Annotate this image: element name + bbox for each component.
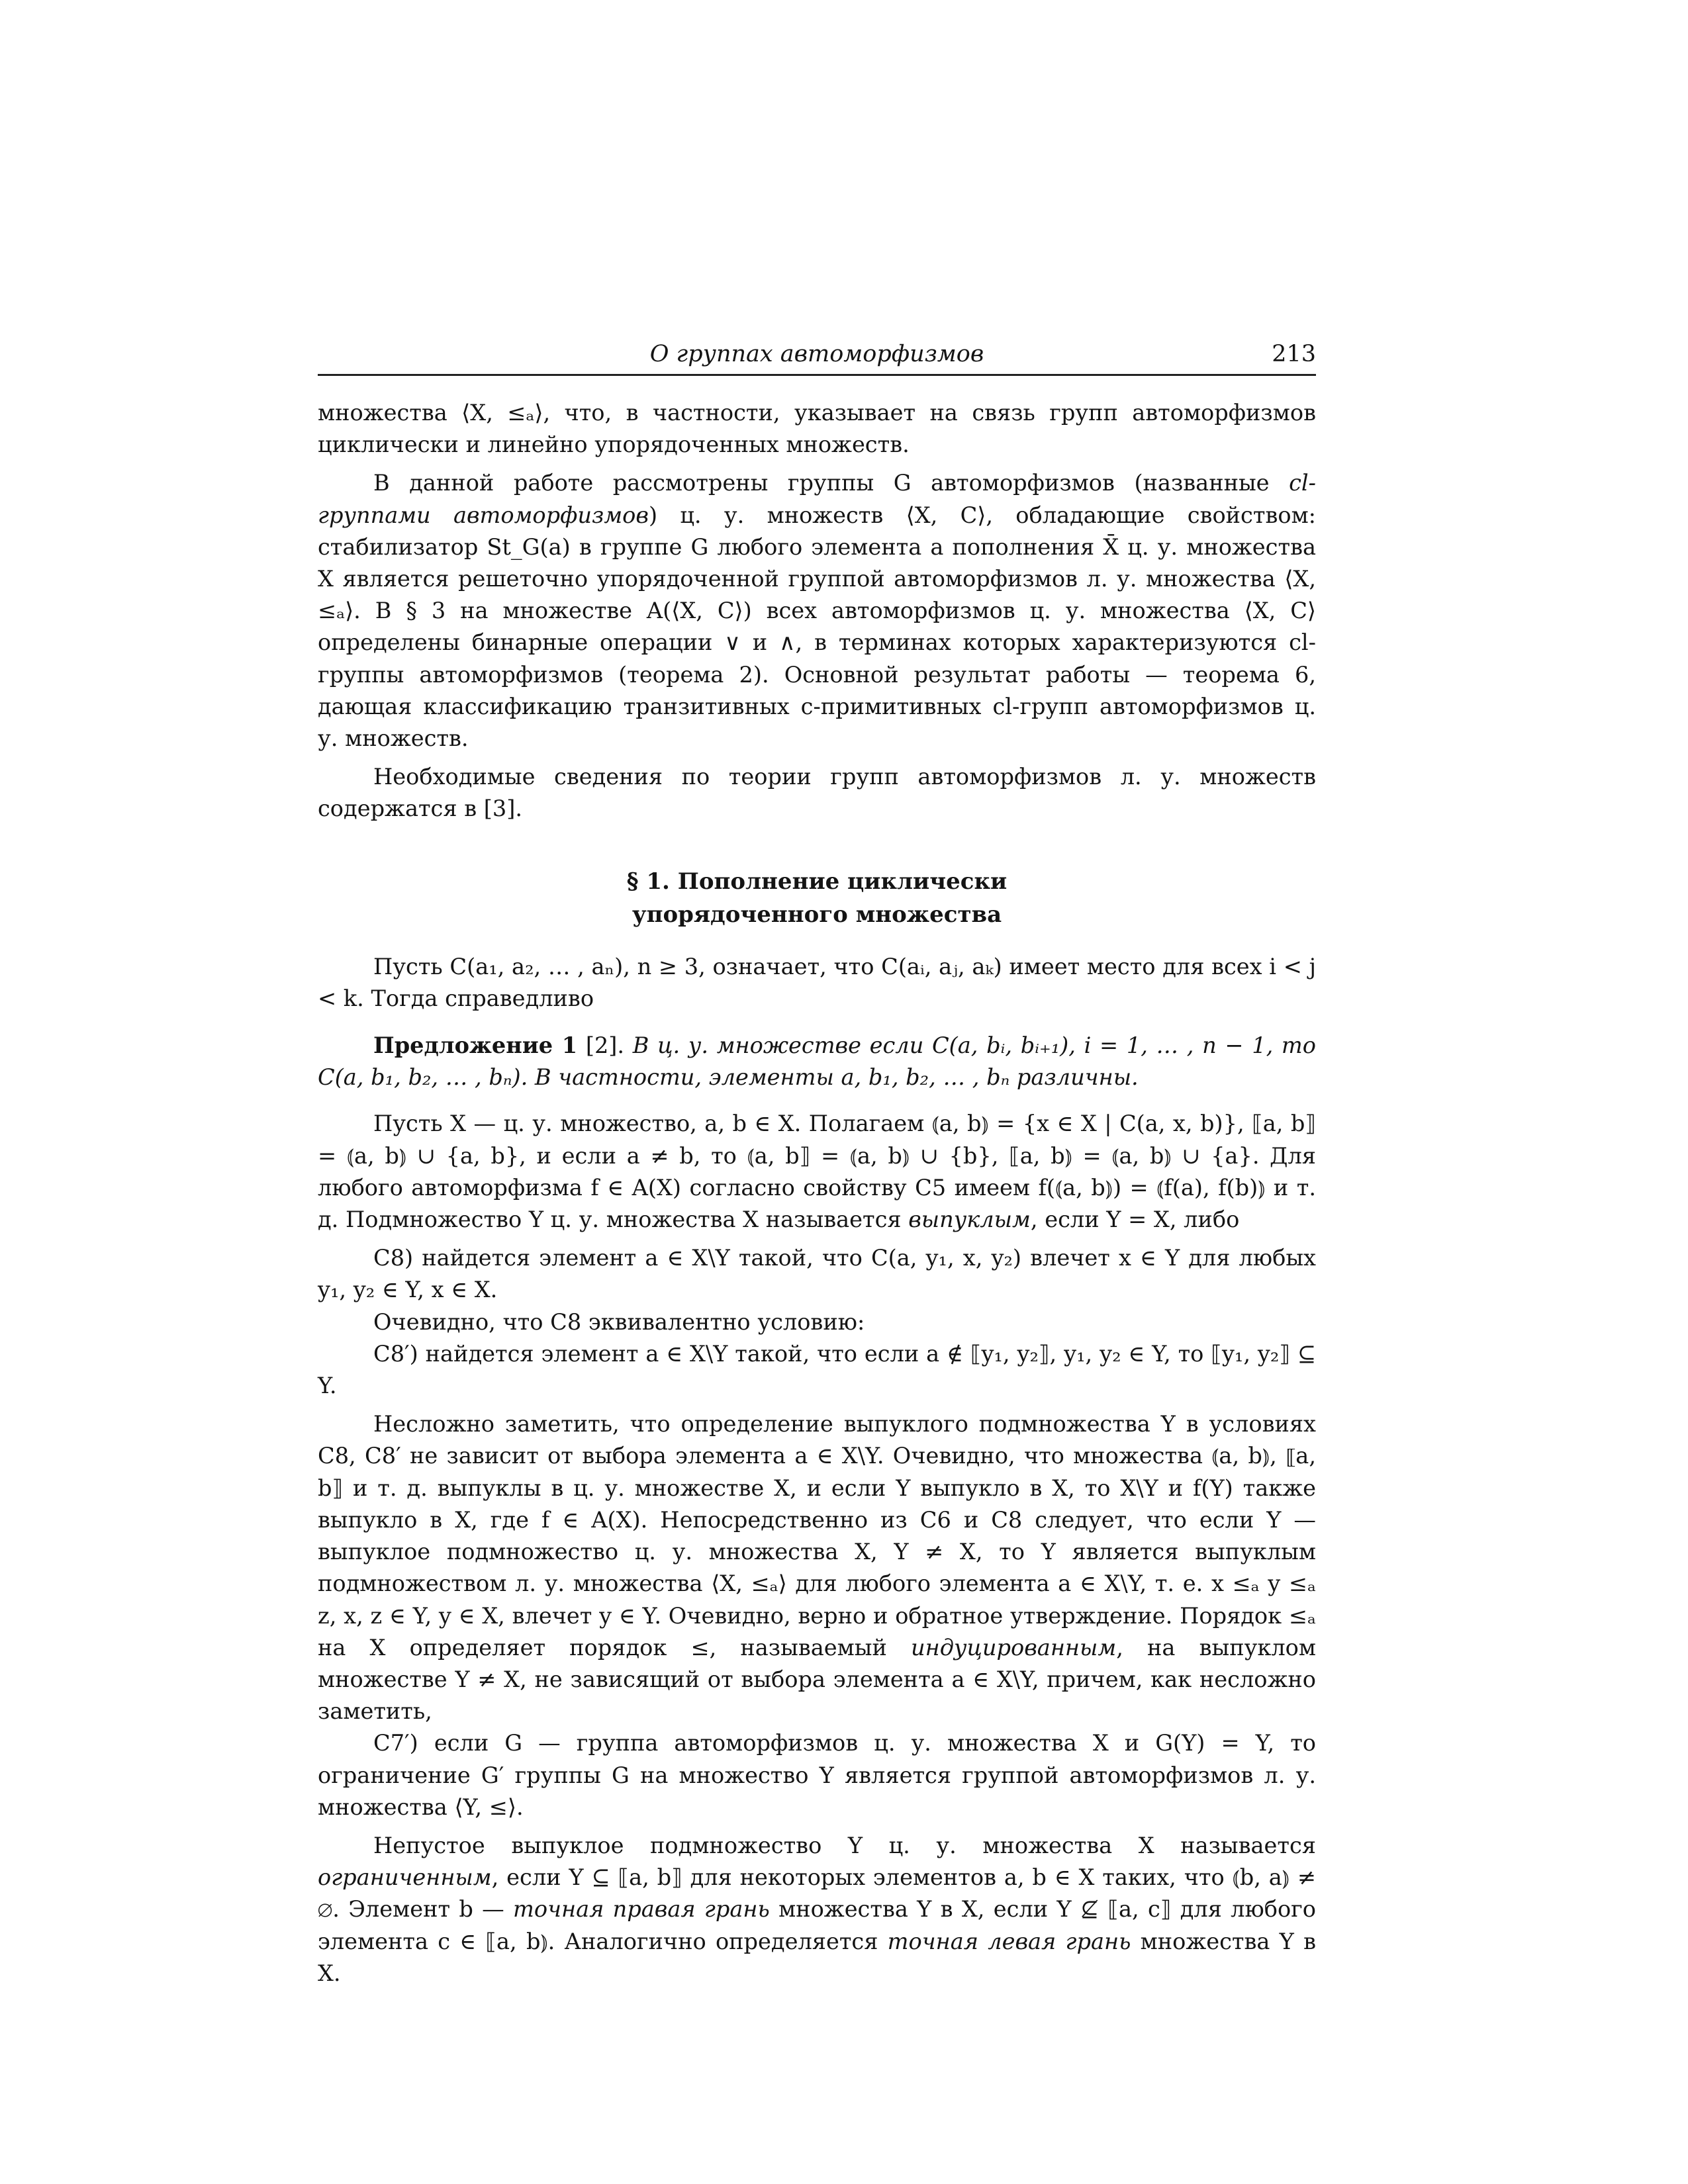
paragraph-7: Очевидно, что C8 эквивалентно условию: <box>373 1308 865 1335</box>
paragraph-2-part-a: В данной работе рассмотрены группы G автоморфизмов (названные <box>373 470 1289 496</box>
term-cl-groups: cl-группами автоморфизмов <box>318 470 1316 528</box>
paragraph-5 <box>318 1108 1316 1236</box>
term-induced: индуцированным <box>910 1634 1117 1661</box>
paragraph-4: Пусть C(a₁, a₂, … , aₙ), n ≥ 3, означает, что C(aᵢ, aⱼ, aₖ) имеет место для всех i < j < k. Тогда справедливо <box>318 953 1316 1011</box>
paragraph-11-part-d: множества Y в X. <box>318 1928 1317 1986</box>
term-convex: выпуклым <box>908 1206 1031 1233</box>
condition-c8: C8) найдется элемент a ∈ X\Y такой, что C(a, y₁, x, y₂) влечет x ∈ Y для любых y₁, y₂ ∈ Y, x ∈ X. <box>318 1245 1316 1303</box>
proposition-1 <box>318 1029 1316 1093</box>
paragraph-11-part-c: множества Y в X, если Y ⊈ ⟦a, c⟧ для любого элемента c ∈ ⟦a, b⦆. Аналогично определяется <box>318 1896 1316 1954</box>
paragraph-11 <box>318 1830 1316 1989</box>
paragraph-1: множества ⟨X, ≤ₐ⟩, что, в частности, указывает на связь групп автоморфизмов циклически и линейно упорядоченных множеств. <box>318 400 1316 458</box>
paragraph-9-part-a: Несложно заметить, что определение выпуклого подмножества Y в условиях C8, C8′ не зависит от выбора элемента a ∈ X\Y. Очевидно, что множества ⦅a, b⦆, ⟦a, b⟧ и т. д. выпуклы в ц. у. множестве X, и если Y выпукло в X, то X\Y и f(Y) также выпукло в X, где f ∈ A(X). Непосредственно из C6 и C8 следует, что если Y — выпуклое подмножество ц. у. множества X, Y ≠ X, то Y является выпуклым подмножеством л. у. множества ⟨X, ≤ₐ⟩ для любого элемента a ∈ X\Y, т. е. x ≤ₐ y ≤ₐ z, x, z ∈ Y, y ∈ X, влечет y ∈ Y. Очевидно, верно и обратное утверждение. Порядок ≤ₐ на X определяет порядок ≤, называемый <box>318 1411 1316 1661</box>
paragraph-11-part-a: Непустое выпуклое подмножество Y ц. у. множества X называется <box>373 1832 1316 1858</box>
paragraph-9-part-b: , на выпуклом множестве Y ≠ X, не зависящий от выбора элемента a ∈ X\Y, причем, как несложно заметить, <box>318 1634 1316 1725</box>
paragraph-3: Необходимые сведения по теории групп автоморфизмов л. у. множеств содержатся в [3]. <box>318 764 1316 822</box>
paragraph-2-part-b: ) ц. у. множеств ⟨X, C⟩, обладающие свойством: стабилизатор St_G(a) в группе G любого элемента a пополнения X̄ ц. у. множества X является решеточно упорядоченной группой автоморфизмов л. у. множества ⟨X, ≤ₐ⟩. В § 3 на множестве A(⟨X, C⟩) всех автоморфизмов ц. у. множества ⟨X, C⟩ определены бинарные операции ∨ и ∧, в терминах которых характеризуются cl-группы автоморфизмов (теорема 2). Основной результат работы — теорема 6, дающая классификацию транзитивных c-примитивных cl-групп автоморфизмов ц. у. множеств. <box>318 502 1316 752</box>
term-bounded: ограниченным <box>318 1864 492 1891</box>
term-left-infimum: точная левая грань <box>887 1928 1131 1954</box>
proposition-label: Предложение 1 <box>373 1032 578 1059</box>
term-right-supremum: точная правая грань <box>513 1896 770 1923</box>
paragraph-11-part-b: , если Y ⊆ ⟦a, b⟧ для некоторых элементов a, b ∈ X таких, что ⦅b, a⦆ ≠ ∅. Элемент b — <box>318 1864 1316 1923</box>
page-number: 213 <box>1272 341 1316 367</box>
paragraph-5-part-a: Пусть X — ц. у. множество, a, b ∈ X. Полагаем ⦅a, b⦆ = {x ∈ X | C(a, x, b)}, ⟦a, b⟧ = ⦅a, b⦆ ∪ {a, b}, и если a ≠ b, то ⦅a, b⟧ = ⦅a, b⦆ ∪ {b}, ⟦a, b⦆ = ⦅a, b⦆ ∪ {a}. Для любого автоморфизма f ∈ A(X) согласно свойству C5 имеем f(⦅a, b⦆) = ⦅f(a), f(b)⦆ и т. д. Подмножество Y ц. у. множества X называется <box>318 1111 1316 1233</box>
condition-c8-prime: C8′) найдется элемент a ∈ X\Y такой, что если a ∉ ⟦y₁, y₂⟧, y₁, y₂ ∈ Y, то ⟦y₁, y₂⟧ ⊆ Y. <box>318 1340 1316 1399</box>
section-heading <box>318 865 1316 931</box>
proposition-text: В ц. у. множестве если C(a, bᵢ, bᵢ₊₁), i = 1, … , n − 1, то C(a, b₁, b₂, … , bₙ). В частности, элементы a, b₁, b₂, … , bₙ различны. <box>318 1032 1316 1091</box>
condition-c7-prime: C7′) если G — группа автоморфизмов ц. у. множества X и G(Y) = Y, то ограничение G′ группы G на множество Y является группой автоморфизмов л. у. множества ⟨Y, ≤⟩. <box>318 1730 1316 1820</box>
proposition-reference: [2]. <box>577 1032 633 1059</box>
running-title: О группах автоморфизмов <box>649 341 984 367</box>
paragraph-2 <box>318 467 1316 754</box>
section-heading-line-1: § 1. Пополнение циклически <box>626 868 1008 895</box>
running-header <box>318 338 1316 376</box>
paragraph-9 <box>318 1408 1316 1727</box>
section-heading-line-2: упорядоченного множества <box>632 901 1002 928</box>
page-body <box>318 397 1316 1989</box>
paragraph-5-part-b: , если Y = X, либо <box>1030 1206 1240 1233</box>
